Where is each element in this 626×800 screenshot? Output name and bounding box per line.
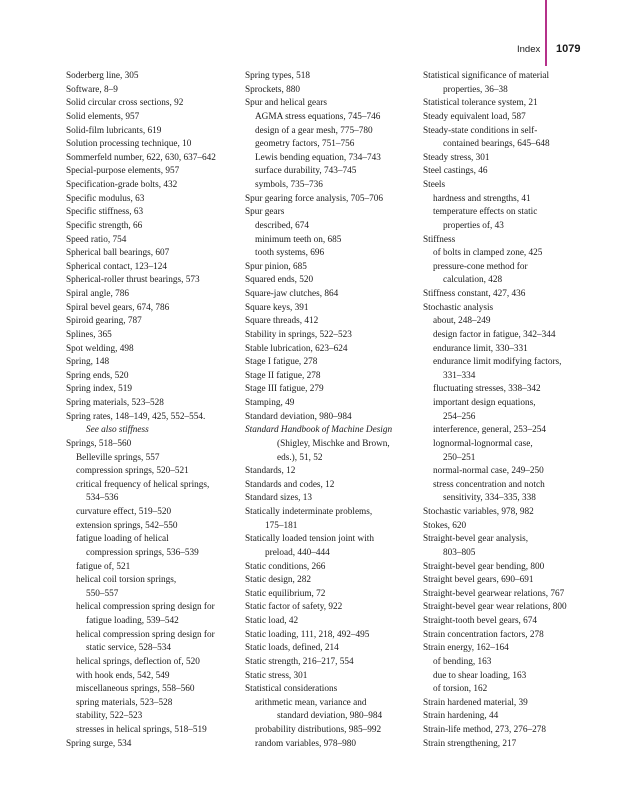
index-entry: Spring ends, 520 <box>66 370 129 381</box>
index-entry: Spring types, 518 <box>245 71 311 81</box>
index-entry: Spot welding, 498 <box>66 343 134 354</box>
index-subentry: random variables, 978–980 <box>255 738 356 749</box>
index-entry: Spring, 148 <box>66 357 110 368</box>
index-entry: Straight bevel gears, 690–691 <box>423 575 534 586</box>
index-subentry: probability distributions, 985–992 <box>255 725 382 735</box>
index-subentry: Belleville springs, 557 <box>76 452 160 463</box>
index-entry: Solid elements, 957 <box>66 111 140 122</box>
index-entry: Static conditions, 266 <box>245 561 326 572</box>
index-entry: Specific modulus, 63 <box>66 193 145 204</box>
index-subentry: helical compression spring design for <box>76 602 215 613</box>
index-entry: Stochastic variables, 978, 982 <box>423 507 534 517</box>
index-subentry: symbols, 735–736 <box>255 180 323 190</box>
index-subentry: design factor in fatigue, 342–344 <box>433 329 556 340</box>
index-subentry: critical frequency of helical springs, <box>76 479 210 490</box>
index-subentry: endurance limit, 330–331 <box>433 343 528 354</box>
index-entry: Steady stress, 301 <box>423 152 490 163</box>
index-entry: Standards, 12 <box>245 466 296 477</box>
index-entry: Static equilibrium, 72 <box>245 588 326 599</box>
index-subentry: lognormal-lognormal case, <box>433 438 533 449</box>
index-entry: Specification-grade bolts, 432 <box>66 180 178 190</box>
index-entry: Statically loaded tension joint with <box>245 534 374 545</box>
index-entry: Statically indeterminate problems, <box>245 507 373 517</box>
index-subentry: spring materials, 523–528 <box>76 697 173 708</box>
index-entry: Stage II fatigue, 278 <box>245 370 321 381</box>
index-entry: Software, 8–9 <box>66 84 118 95</box>
index-entry-continuation: contained bearings, 645–648 <box>443 139 550 150</box>
index-entry: Stochastic analysis <box>423 302 494 313</box>
index-entry: Springs, 518–560 <box>66 438 132 449</box>
index-column-1 <box>66 70 236 751</box>
index-entry: Standards and codes, 12 <box>245 479 335 490</box>
index-subentry: of bending, 163 <box>433 656 492 667</box>
index-entry: Spring surge, 534 <box>66 738 132 749</box>
index-subentry: miscellaneous springs, 558–560 <box>76 684 195 695</box>
index-subentry-continuation: standard deviation, 980–984 <box>277 711 383 722</box>
index-subentry: pressure-cone method for <box>433 261 528 272</box>
index-subentry: geometry factors, 751–756 <box>255 139 355 150</box>
page-number: 1079 <box>556 43 581 55</box>
index-entry: Static factor of safety, 922 <box>245 602 343 613</box>
index-subentry: stability, 522–523 <box>76 711 143 722</box>
index-entry: Spherical-roller thrust bearings, 573 <box>66 275 200 286</box>
index-entry: Standard deviation, 980–984 <box>245 411 352 422</box>
index-subentry: Lewis bending equation, 734–743 <box>255 152 381 163</box>
index-subentry: minimum teeth on, 685 <box>255 234 342 245</box>
index-subentry-continuation: 534–536 <box>86 493 119 504</box>
index-subentry: helical coil torsion springs, <box>76 575 177 586</box>
index-subentry: compression springs, 520–521 <box>76 466 189 477</box>
index-entry: Static strength, 216–217, 554 <box>245 656 354 667</box>
index-entry: Solid-film lubricants, 619 <box>66 125 162 136</box>
index-entry: Speed ratio, 754 <box>66 234 127 245</box>
index-entry: Strain concentration factors, 278 <box>423 629 544 640</box>
index-entry: Stiffness constant, 427, 436 <box>423 289 526 299</box>
index-entry: Steel castings, 46 <box>423 166 488 177</box>
index-subentry-continuation: 250–251 <box>443 452 476 463</box>
index-column-2 <box>245 70 417 751</box>
index-entry: Square keys, 391 <box>245 302 309 313</box>
index-subentry-continuation: 331–334 <box>443 370 476 381</box>
index-entry-continuation: (Shigley, Mischke and Brown, <box>277 438 390 449</box>
index-subentry: helical springs, deflection of, 520 <box>76 656 200 667</box>
index-entry: Square-jaw clutches, 864 <box>245 289 339 299</box>
book-title-entry: Standard Handbook of Machine Design <box>245 425 393 436</box>
index-entry: Steady-state conditions in self- <box>423 125 538 136</box>
index-entry-continuation: properties, 36–38 <box>443 84 508 95</box>
index-subentry: due to shear loading, 163 <box>433 670 527 681</box>
index-entry: Static loading, 111, 218, 492–495 <box>245 629 370 640</box>
index-subentry: helical compression spring design for <box>76 629 215 640</box>
index-entry: Soderberg line, 305 <box>66 71 139 81</box>
index-entry: Specific strength, 66 <box>66 220 143 231</box>
index-entry: Standard sizes, 13 <box>245 493 313 504</box>
index-entry: Stable lubrication, 623–624 <box>245 343 348 354</box>
index-subentry: described, 674 <box>255 220 309 231</box>
index-entry: Sommerfeld number, 622, 630, 637–642 <box>66 152 216 163</box>
index-entry: Spring index, 519 <box>66 384 133 395</box>
index-entry: Statistical tolerance system, 21 <box>423 98 538 109</box>
index-entry: Squared ends, 520 <box>245 275 314 286</box>
index-subentry: fatigue of, 521 <box>76 561 131 572</box>
index-entry: Spiral bevel gears, 674, 786 <box>66 302 170 313</box>
index-entry: Stiffness <box>423 234 456 245</box>
index-entry: Straight-bevel gear bending, 800 <box>423 561 545 572</box>
index-subentry: normal-normal case, 249–250 <box>433 466 544 477</box>
index-entry: Spiroid gearing, 787 <box>66 316 142 327</box>
index-subentry: about, 248–249 <box>433 316 491 327</box>
index-subentry: of bolts in clamped zone, 425 <box>433 248 543 259</box>
index-subentry-continuation: compression springs, 536–539 <box>86 547 199 558</box>
index-subentry: arithmetic mean, variance and <box>255 697 367 708</box>
index-subentry: of torsion, 162 <box>433 684 488 695</box>
index-entry: Steady equivalent load, 587 <box>423 111 526 122</box>
index-subentry: endurance limit modifying factors, <box>433 357 562 368</box>
index-subentry: interference, general, 253–254 <box>433 425 547 436</box>
index-entry: Straight-bevel gear wear relations, 800 <box>423 602 567 613</box>
index-entry: Spring rates, 148–149, 425, 552–554. <box>66 411 206 422</box>
index-subentry: important design equations, <box>433 398 536 408</box>
index-entry: Static stress, 301 <box>245 670 308 681</box>
index-entry: Spring materials, 523–528 <box>66 398 164 408</box>
index-entry: Solution processing technique, 10 <box>66 139 192 150</box>
index-entry: Stage I fatigue, 278 <box>245 357 318 368</box>
index-entry-continuation: preload, 440–444 <box>265 547 330 558</box>
index-entry: Splines, 365 <box>66 329 112 340</box>
index-entry: Static load, 42 <box>245 616 299 626</box>
index-subentry: design of a gear mesh, 775–780 <box>255 125 373 136</box>
index-subentry-continuation: calculation, 428 <box>443 275 503 286</box>
index-entry: Strain-life method, 273, 276–278 <box>423 725 547 735</box>
index-subentry-continuation: 254–256 <box>443 411 476 422</box>
index-entry: Static loads, defined, 214 <box>245 643 339 654</box>
index-subentry-continuation: fatigue loading, 539–542 <box>86 616 179 626</box>
header-label: Index <box>517 44 541 55</box>
index-entry: Strain energy, 162–164 <box>423 643 509 654</box>
index-entry: Spur pinion, 685 <box>245 261 307 272</box>
index-entry: Special-purpose elements, 957 <box>66 166 180 177</box>
index-entry: Static design, 282 <box>245 575 312 586</box>
index-subentry: stresses in helical springs, 518–519 <box>76 725 207 735</box>
index-subentry: extension springs, 542–550 <box>76 520 178 531</box>
index-entry-continuation: eds.), 51, 52 <box>277 452 323 463</box>
index-subentry: temperature effects on static <box>433 207 538 218</box>
see-also-reference: See also stiffness <box>86 425 149 436</box>
index-entry: Straight-bevel gearwear relations, 767 <box>423 588 565 599</box>
index-entry: Solid circular cross sections, 92 <box>66 98 184 109</box>
index-subentry: stress concentration and notch <box>433 479 545 490</box>
index-entry: Strain hardened material, 39 <box>423 697 528 708</box>
index-entry: Spiral angle, 786 <box>66 289 129 299</box>
index-entry: Spherical contact, 123–124 <box>66 261 167 272</box>
index-entry: Sprockets, 880 <box>245 84 300 95</box>
index-entry-continuation: 803–805 <box>443 547 476 558</box>
header-accent-rule <box>545 0 547 66</box>
index-entry: Stamping, 49 <box>245 398 295 408</box>
index-entry: Strain strengthening, 217 <box>423 738 517 749</box>
index-subentry-continuation: static service, 528–534 <box>86 643 172 654</box>
index-subentry: surface durability, 743–745 <box>255 166 357 177</box>
index-subentry-continuation: properties of, 43 <box>443 220 504 231</box>
index-subentry: tooth systems, 696 <box>255 248 325 259</box>
index-subentry: AGMA stress equations, 745–746 <box>255 111 381 122</box>
index-entry: Spur and helical gears <box>245 98 327 109</box>
index-entry: Square threads, 412 <box>245 316 319 327</box>
index-entry: Specific stiffness, 63 <box>66 207 144 218</box>
index-column-3 <box>423 70 603 751</box>
index-entry: Statistical considerations <box>245 684 338 695</box>
index-subentry: curvature effect, 519–520 <box>76 507 172 517</box>
index-entry-continuation: 175–181 <box>265 520 298 531</box>
index-entry: Straight-bevel gear analysis, <box>423 534 529 545</box>
index-entry: Stability in springs, 522–523 <box>245 329 352 340</box>
index-subentry: hardness and strengths, 41 <box>433 193 531 204</box>
index-subentry-continuation: 550–557 <box>86 588 119 599</box>
index-subentry: with hook ends, 542, 549 <box>76 670 170 681</box>
index-entry: Stage III fatigue, 279 <box>245 384 324 395</box>
index-entry: Statistical significance of material <box>423 71 550 81</box>
index-entry: Stokes, 620 <box>423 520 467 531</box>
index-entry: Spur gearing force analysis, 705–706 <box>245 193 383 204</box>
index-subentry: fluctuating stresses, 338–342 <box>433 384 541 395</box>
index-subentry-continuation: sensitivity, 334–335, 338 <box>443 493 536 504</box>
index-subentry: fatigue loading of helical <box>76 534 169 545</box>
index-entry: Strain hardening, 44 <box>423 711 499 722</box>
index-entry: Straight-tooth bevel gears, 674 <box>423 616 538 626</box>
index-entry: Steels <box>423 180 446 190</box>
index-entry: Spherical ball bearings, 607 <box>66 248 170 259</box>
index-entry: Spur gears <box>245 207 285 218</box>
